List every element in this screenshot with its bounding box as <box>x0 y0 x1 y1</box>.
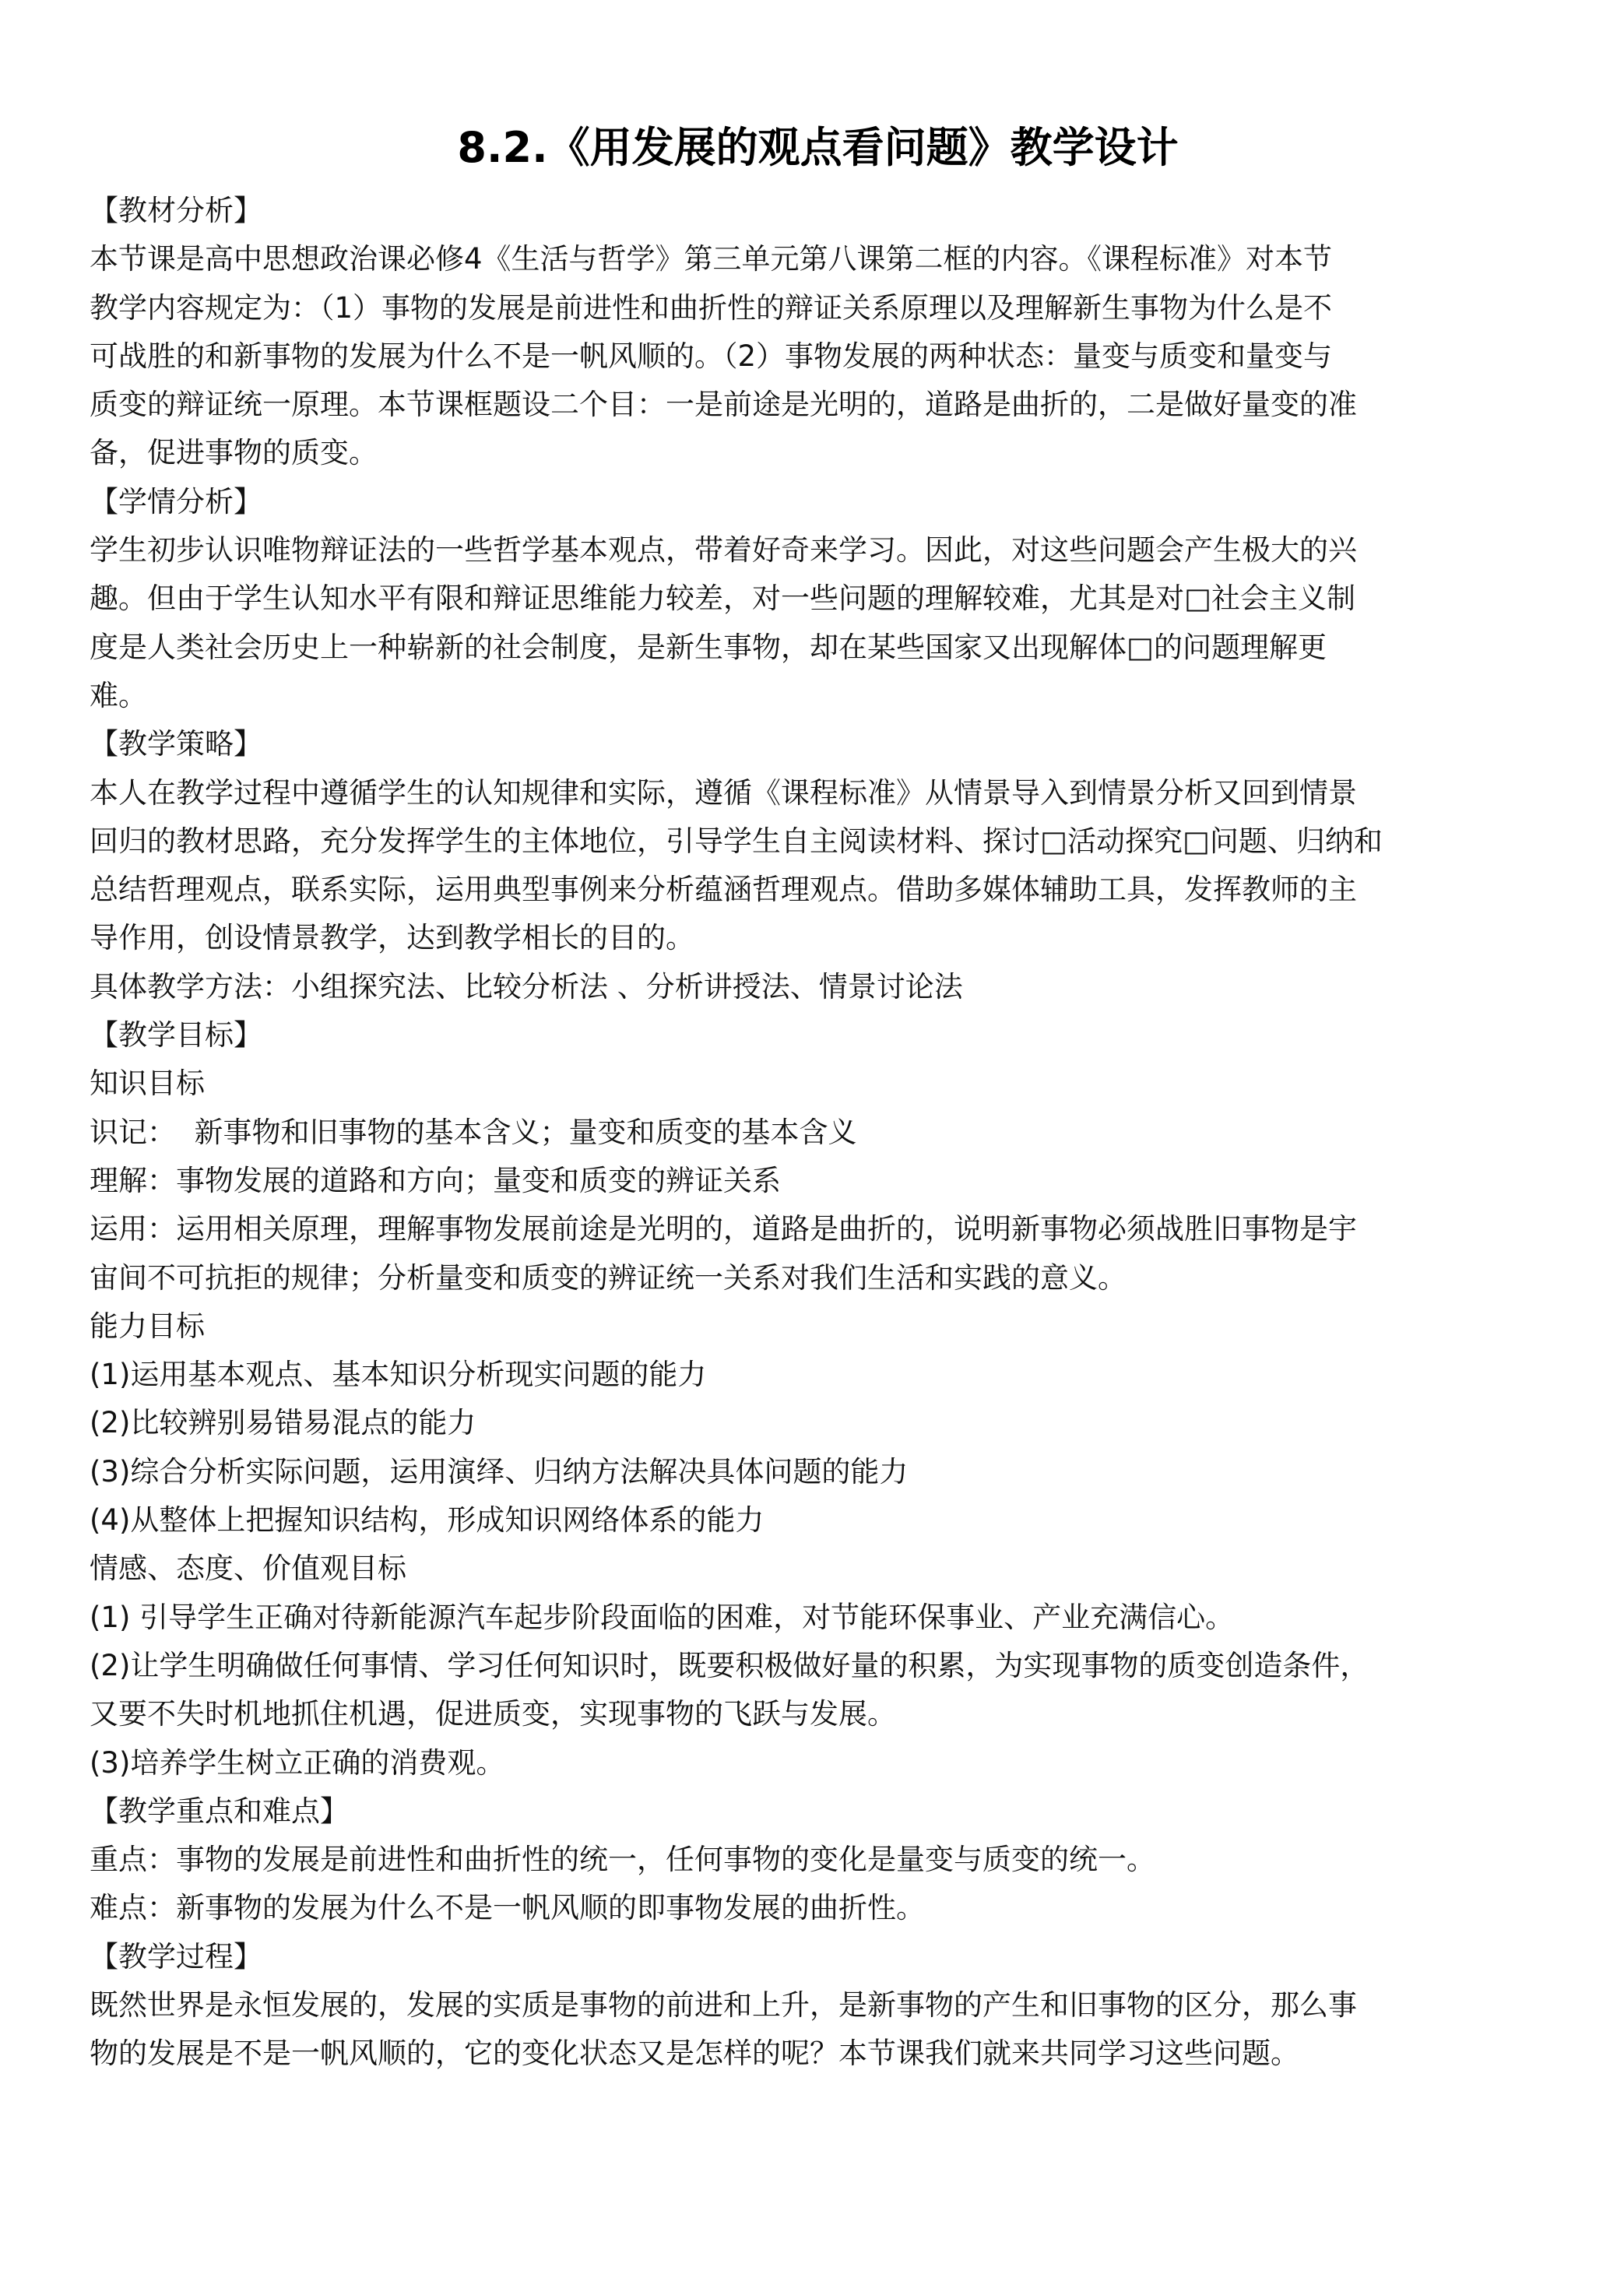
text-line: 宙间不可抗拒的规律；分析量变和质变的辨证统一关系对我们生活和实践的意义。 <box>90 1260 1127 1295</box>
text-line: (4)从整体上把握知识结构，形成知识网络体系的能力 <box>90 1503 765 1538</box>
section-heading: 【教学重点和难点】 <box>90 1794 349 1828</box>
text-line: 趣。但由于学生认知水平有限和辩证思维能力较差，对一些问题的理解较难，尤其是对□社会主义制 <box>90 582 1355 616</box>
section-heading: 【教学目标】 <box>90 1018 262 1053</box>
section-heading: 【教材分析】 <box>90 194 262 227</box>
text-line: 情感、态度、价值观目标 <box>90 1552 406 1586</box>
text-line: 备，促进事物的质变。 <box>90 436 378 470</box>
text-line: 物的发展是不是一帆风顺的，它的变化状态又是怎样的呢？本节课我们就来共同学习这些问题。 <box>90 2037 1299 2071</box>
text-line: (3)培养学生树立正确的消费观。 <box>90 1745 505 1780</box>
text-line: 本人在教学过程中遵循学生的认知规律和实际，遵循《课程标准》从情景导入到情景分析又回到情景 <box>90 775 1357 810</box>
text-line: 难点：新事物的发展为什么不是一帆风顺的即事物发展的曲折性。 <box>90 1891 925 1925</box>
text-line: 识记： 新事物和旧事物的基本含义；量变和质变的基本含义 <box>90 1115 857 1149</box>
document-title: 8.2.《用发展的观点看问题》教学设计 <box>457 123 1179 172</box>
text-line: 质变的辩证统一原理。本节课框题设二个目：一是前途是光明的，道路是曲折的，二是做好量变的准 <box>90 388 1357 422</box>
text-line: 难。 <box>90 678 147 712</box>
text-line: 知识目标 <box>90 1067 205 1101</box>
text-line: (1) 引导学生正确对待新能源汽车起步阶段面临的困难，对节能环保事业、产业充满信心。 <box>90 1600 1235 1634</box>
section-heading: 【教学策略】 <box>90 727 262 761</box>
text-line: (2)比较辨别易错易混点的能力 <box>90 1406 476 1440</box>
section-heading: 【学情分析】 <box>90 484 262 518</box>
text-line: 导作用，创设情景教学，达到教学相长的目的。 <box>90 921 694 955</box>
text-line: 运用：运用相关原理，理解事物发展前途是光明的，道路是曲折的，说明新事物必须战胜旧事物是宇 <box>90 1212 1357 1246</box>
text-line: 总结哲理观点，联系实际，运用典型事例来分析蕴涵哲理观点。借助多媒体辅助工具，发挥教师的主 <box>90 873 1357 907</box>
text-line: 教学内容规定为：（1）事物的发展是前进性和曲折性的辩证关系原理以及理解新生事物为什么是不 <box>90 290 1333 325</box>
text-line: (2)让学生明确做任何事情、学习任何知识时，既要积极做好量的积累，为实现事物的质变创造条件， <box>90 1648 1369 1682</box>
text-line: (1)运用基本观点、基本知识分析现实问题的能力 <box>90 1358 707 1392</box>
text-line: 学生初步认识唯物辩证法的一些哲学基本观点，带着好奇来学习。因此，对这些问题会产生极大的兴 <box>90 533 1357 568</box>
text-line: 理解：事物发展的道路和方向；量变和质变的辨证关系 <box>90 1163 781 1197</box>
text-line: 本节课是高中思想政治课必修4《生活与哲学》第三单元第八课第二框的内容。《课程标准》对本节 <box>90 242 1333 276</box>
text-line: 度是人类社会历史上一种崭新的社会制度，是新生事物，却在某些国家又出现解体□的问题理解更 <box>90 630 1327 664</box>
text-line: 具体教学方法：小组探究法、比较分析法 、分析讲授法、情景讨论法 <box>90 969 963 1003</box>
text-line: 重点：事物的发展是前进性和曲折性的统一，任何事物的变化是量变与质变的统一。 <box>90 1843 1155 1877</box>
text-line: 又要不失时机地抓住机遇，促进质变，实现事物的飞跃与发展。 <box>90 1697 896 1731</box>
text-line: (3)综合分析实际问题，运用演绎、归纳方法解决具体问题的能力 <box>90 1454 909 1488</box>
section-heading: 【教学过程】 <box>90 1939 262 1973</box>
text-line: 回归的教材思路，充分发挥学生的主体地位，引导学生自主阅读材料、探讨□活动探究□问题、归纳和 <box>90 824 1383 858</box>
text-line: 可战胜的和新事物的发展为什么不是一帆风顺的。（2）事物发展的两种状态：量变与质变和量变与 <box>90 339 1333 373</box>
text-line: 既然世界是永恒发展的，发展的实质是事物的前进和上升，是新事物的产生和旧事物的区分，那么事 <box>90 1987 1357 2022</box>
text-line: 能力目标 <box>90 1309 205 1343</box>
document-body <box>90 187 1546 2079</box>
